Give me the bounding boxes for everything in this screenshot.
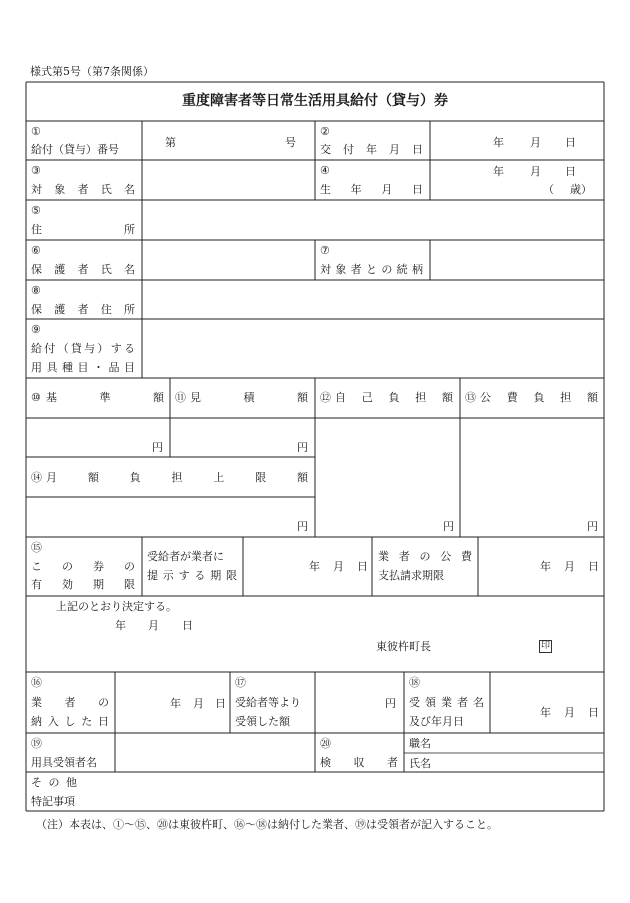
- yen-unit: 円: [587, 520, 598, 533]
- item-number-15: ⑮: [31, 541, 42, 554]
- item-number-16: ⑯: [31, 676, 42, 689]
- label-other: そ の 他: [31, 776, 77, 789]
- date-day: 日: [565, 165, 576, 178]
- date-day: 日: [357, 560, 368, 573]
- label-inspector: 検 収 者: [320, 756, 398, 769]
- label-valid-a: こ の 券 の: [31, 560, 135, 573]
- item-number-13: ⑬: [465, 391, 476, 404]
- label-self-pay: 自 己 負 担 額: [335, 391, 453, 404]
- label-subject-name: 対 象 者 氏 名: [31, 183, 135, 196]
- item-number-3: ③: [31, 164, 41, 177]
- label-issue-date: 交 付 年 月 日: [320, 143, 423, 156]
- page-title: 重度障害者等日常生活用具給付（貸与）券: [182, 93, 448, 109]
- label-public-pay: 公 費 負 担 額: [480, 391, 598, 404]
- label-item-type-a: 給 付 （ 貸 与 ） す る: [31, 342, 135, 355]
- decision-text: 上記のとおり決定する。: [56, 600, 177, 613]
- date-month: 月: [333, 560, 344, 573]
- item-number-8: ⑧: [31, 284, 41, 297]
- mayor-title: 東彼杵町長: [376, 640, 431, 653]
- item-number-9: ⑨: [31, 323, 41, 336]
- yen-unit: 円: [152, 441, 163, 454]
- age-open: （: [543, 183, 554, 196]
- item-number-2: ②: [320, 125, 330, 138]
- date-month: 月: [564, 560, 575, 573]
- date-month: 月: [530, 165, 541, 178]
- item-number-17: ⑰: [235, 676, 246, 689]
- date-month: 月: [530, 136, 541, 149]
- label-vendor-b: 納 入 し た 日: [31, 715, 109, 728]
- label-valid-b: 有 効 期 限: [31, 578, 135, 591]
- yen-unit: 円: [385, 697, 396, 710]
- label-estimate-amount: 見 積 額: [190, 391, 308, 404]
- date-year: 年: [170, 697, 181, 710]
- label-recipient-deadline-b: 提 示 す る 期 限: [147, 569, 237, 582]
- yen-unit: 円: [443, 520, 454, 533]
- label-standard-amount: 基 準 額: [46, 391, 164, 404]
- label-address: 住 所: [31, 223, 135, 236]
- date-year: 年: [493, 136, 504, 149]
- yen-unit: 円: [297, 520, 308, 533]
- date-year: 年: [309, 560, 320, 573]
- date-day: 日: [588, 560, 599, 573]
- date-month: 月: [193, 697, 204, 710]
- label-item-type-b: 用 具 種 目 ・ 品 目: [31, 361, 135, 374]
- label-go: 号: [285, 136, 296, 149]
- age-close: 歳）: [570, 183, 592, 196]
- item-number-10: ⑩: [31, 391, 41, 404]
- item-number-7: ⑦: [320, 244, 330, 257]
- label-vendor-deadline-a: 業 者 の 公 費: [378, 550, 472, 563]
- item-number-18: ⑱: [409, 676, 420, 689]
- date-month: 月: [564, 706, 575, 719]
- label-job-title: 職名: [409, 737, 431, 750]
- seal-mark: 印: [541, 641, 551, 651]
- date-year: 年: [115, 619, 126, 632]
- label-received-a: 受給者等より: [235, 696, 301, 709]
- label-receiving-vendor-b: 及び年月日: [409, 715, 464, 728]
- label-recipient-deadline-a: 受給者が業者に: [147, 550, 224, 563]
- item-number-14: ⑭: [31, 471, 42, 484]
- date-day: 日: [565, 136, 576, 149]
- yen-unit: 円: [297, 441, 308, 454]
- item-number-19: ⑲: [31, 737, 42, 750]
- label-receiving-vendor-a: 受 領 業 者 名: [409, 696, 484, 709]
- item-number-4: ④: [320, 164, 330, 177]
- footnote: （注）本表は、①〜⑮、⑳は東彼杵町、⑯〜⑱は納付した業者、⑲は受領者が記入すること。: [36, 818, 498, 831]
- label-vendor-deadline-b: 支払請求期限: [378, 569, 444, 582]
- item-number-12: ⑫: [320, 391, 331, 404]
- item-number-1: ①: [31, 125, 41, 138]
- label-issue-number: 給付（貸与）番号: [31, 143, 119, 156]
- item-number-5: ⑤: [31, 204, 41, 217]
- label-relationship: 対 象 者 と の 続 柄: [320, 263, 423, 276]
- label-birth-date: 生 年 月 日: [320, 183, 423, 196]
- item-number-11: ⑪: [175, 391, 186, 404]
- item-number-20: ⑳: [320, 737, 331, 750]
- label-special-notes: 特記事項: [31, 795, 75, 808]
- label-received-b: 受領した額: [235, 715, 290, 728]
- label-vendor-a: 業 者 の: [31, 696, 109, 709]
- date-year: 年: [540, 560, 551, 573]
- label-monthly-cap: 月 額 負 担 上 限 額: [46, 471, 308, 484]
- form-number: 様式第5号（第7条関係）: [30, 65, 154, 78]
- label-receiver-name: 用具受領者名: [31, 756, 97, 769]
- date-day: 日: [182, 619, 193, 632]
- date-year: 年: [493, 165, 504, 178]
- date-year: 年: [540, 706, 551, 719]
- label-dai: 第: [165, 136, 176, 149]
- date-day: 日: [215, 697, 226, 710]
- date-month: 月: [148, 619, 159, 632]
- label-guardian-name: 保 護 者 氏 名: [31, 263, 135, 276]
- label-full-name: 氏名: [409, 757, 431, 770]
- date-day: 日: [588, 706, 599, 719]
- label-guardian-address: 保 護 者 住 所: [31, 303, 135, 316]
- item-number-6: ⑥: [31, 244, 41, 257]
